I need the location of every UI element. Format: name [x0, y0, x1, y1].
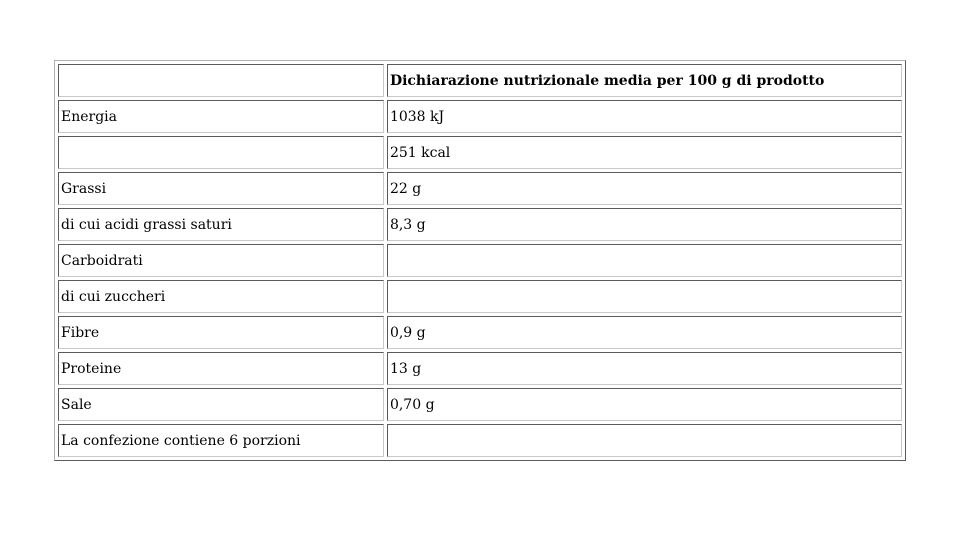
row-value: [387, 244, 902, 277]
table-row: [58, 352, 902, 385]
table-row: [58, 208, 902, 241]
row-label: Sale: [58, 388, 384, 421]
row-label: Proteine: [58, 352, 384, 385]
row-value: [387, 280, 902, 313]
header-value-cell: Dichiarazione nutrizionale media per 100 g di prodotto: [387, 64, 902, 97]
row-value: 0,9 g: [387, 316, 902, 349]
row-label: Carboidrati: [58, 244, 384, 277]
row-value: 8,3 g: [387, 208, 902, 241]
table-row: [58, 244, 902, 277]
row-label: Fibre: [58, 316, 384, 349]
row-value: 1038 kJ: [387, 100, 902, 133]
table-row: [58, 424, 902, 457]
table-row: [58, 172, 902, 205]
table-row: [58, 316, 902, 349]
row-value: 251 kcal: [387, 136, 902, 169]
row-value: 0,70 g: [387, 388, 902, 421]
row-value: 22 g: [387, 172, 902, 205]
row-label: Grassi: [58, 172, 384, 205]
table-row: [58, 136, 902, 169]
table-row: [58, 388, 902, 421]
table-row: [58, 100, 902, 133]
table-row: [58, 280, 902, 313]
table-header-row: [58, 64, 902, 97]
nutrition-table: [54, 60, 906, 461]
row-value: 13 g: [387, 352, 902, 385]
row-label: Energia: [58, 100, 384, 133]
row-value: [387, 424, 902, 457]
row-label: di cui acidi grassi saturi: [58, 208, 384, 241]
row-label: [58, 136, 384, 169]
row-label: La confezione contiene 6 porzioni: [58, 424, 384, 457]
header-label-cell: [58, 64, 384, 97]
row-label: di cui zuccheri: [58, 280, 384, 313]
